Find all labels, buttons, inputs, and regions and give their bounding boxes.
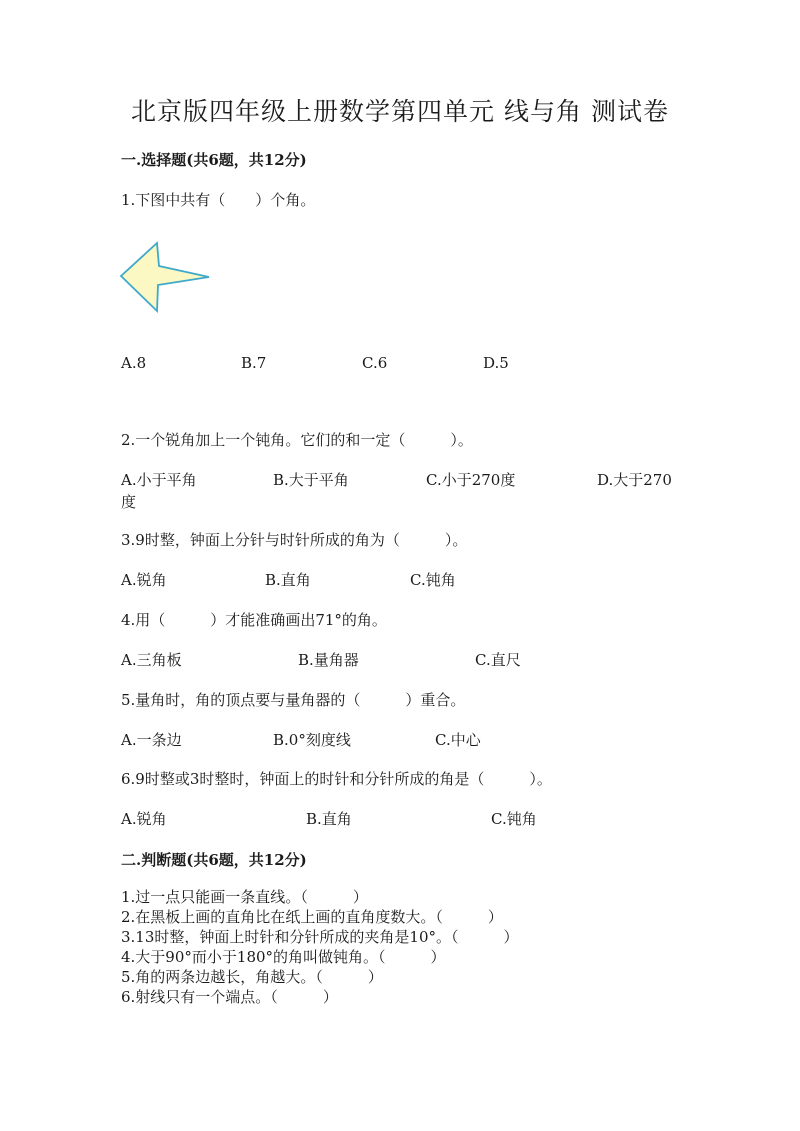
- question-2: 2.一个锐角加上一个钝角。它们的和一定（ ）。: [121, 431, 473, 449]
- q3-option-b[interactable]: B.直角: [265, 571, 311, 589]
- q2-option-b[interactable]: B.大于平角: [273, 471, 349, 489]
- q5-option-b[interactable]: B.0°刻度线: [273, 731, 351, 749]
- tf-item-4: 4.大于90°而小于180°的角叫做钝角。（ ）: [121, 948, 446, 966]
- question-1: 1.下图中共有（ ）个角。: [121, 191, 316, 209]
- q2-option-d-wrap: 度: [121, 493, 137, 511]
- q3-option-a[interactable]: A.锐角: [121, 571, 167, 589]
- question-5: 5.量角时，角的顶点要与量角器的（ ）重合。: [121, 691, 466, 709]
- tf-item-1: 1.过一点只能画一条直线。（ ）: [121, 888, 368, 906]
- question-4: 4.用（ ）才能准确画出71°的角。: [121, 611, 387, 629]
- q4-option-b[interactable]: B.量角器: [298, 651, 359, 669]
- q1-option-b[interactable]: B.7: [241, 354, 267, 372]
- page-title: 北京版四年级上册数学第四单元 线与角 测试卷: [131, 97, 669, 126]
- q2-option-d[interactable]: D.大于270: [597, 471, 672, 489]
- q6-option-a[interactable]: A.锐角: [121, 810, 167, 828]
- q1-option-a[interactable]: A.8: [121, 354, 147, 372]
- question-3: 3.9时整，钟面上分针与时针所成的角为（ ）。: [121, 531, 468, 549]
- question-6: 6.9时整或3时整时，钟面上的时针和分针所成的角是（ ）。: [121, 770, 552, 788]
- q1-option-d[interactable]: D.5: [483, 354, 509, 372]
- q4-option-c[interactable]: C.直尺: [475, 651, 521, 669]
- q2-option-a[interactable]: A.小于平角: [121, 471, 197, 489]
- q1-option-c[interactable]: C.6: [362, 354, 388, 372]
- section-heading-true-false: 二.判断题(共6题，共12分): [121, 851, 307, 869]
- q3-option-c[interactable]: C.钝角: [410, 571, 456, 589]
- arrow-shape-figure: [118, 238, 218, 322]
- q6-option-b[interactable]: B.直角: [306, 810, 352, 828]
- tf-item-5: 5.角的两条边越长，角越大。（ ）: [121, 968, 383, 986]
- section-heading-choice: 一.选择题(共6题，共12分): [121, 151, 307, 169]
- tf-item-2: 2.在黑板上画的直角比在纸上画的直角度数大。（ ）: [121, 908, 503, 926]
- q2-option-c[interactable]: C.小于270度: [426, 471, 516, 489]
- q5-option-a[interactable]: A.一条边: [121, 731, 182, 749]
- q5-option-c[interactable]: C.中心: [435, 731, 481, 749]
- tf-item-6: 6.射线只有一个端点。（ ）: [121, 988, 338, 1006]
- tf-item-3: 3.13时整，钟面上时针和分针所成的夹角是10°。（ ）: [121, 928, 519, 946]
- q6-option-c[interactable]: C.钝角: [491, 810, 537, 828]
- arrow-shape-icon: [118, 238, 218, 318]
- q4-option-a[interactable]: A.三角板: [121, 651, 182, 669]
